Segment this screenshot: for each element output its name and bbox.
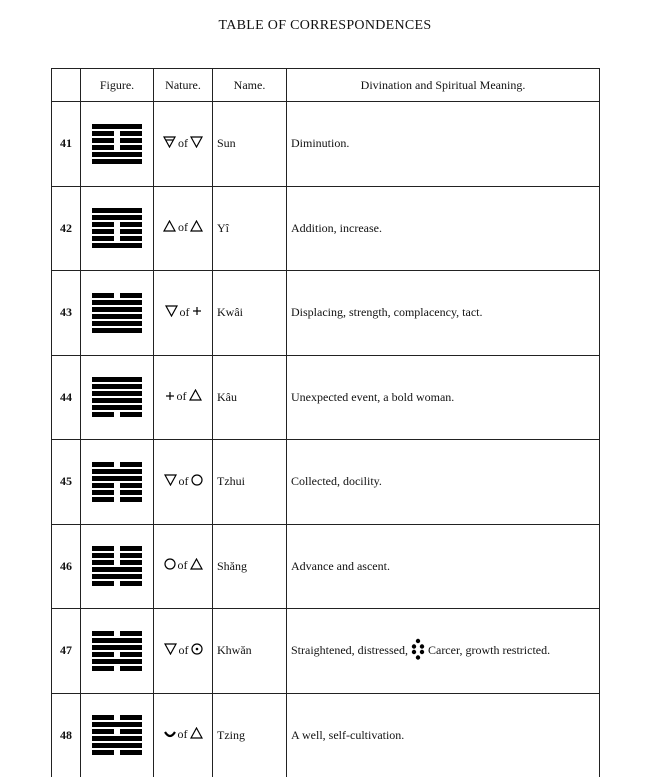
- nature-connector: of: [178, 642, 189, 657]
- hexagram-icon: [92, 375, 142, 419]
- hexagram-name: Kâu: [213, 355, 287, 440]
- solid-line: [92, 574, 142, 579]
- up-triangle-icon: [190, 220, 203, 236]
- circle-icon: [164, 558, 176, 574]
- broken-line: [92, 229, 142, 234]
- header-meaning: Divination and Spiritual Meaning.: [287, 69, 600, 102]
- broken-line: [92, 652, 142, 657]
- dotted-circle-icon: [191, 643, 203, 659]
- solid-line: [92, 314, 142, 319]
- hexagram-icon: [92, 291, 142, 335]
- meaning-text: A well, self-cultivation.: [291, 727, 405, 742]
- meaning-cell: [287, 271, 600, 356]
- row-number: 48: [52, 693, 81, 777]
- solid-line: [92, 321, 142, 326]
- hexagram-name: Shăng: [213, 524, 287, 609]
- hexagram-name: Tzing: [213, 693, 287, 777]
- header-number: [52, 69, 81, 102]
- solid-line: [92, 743, 142, 748]
- header-nature: Nature.: [154, 69, 213, 102]
- nature-cell: [154, 524, 213, 609]
- solid-line: [92, 659, 142, 664]
- solid-line: [92, 124, 142, 129]
- broken-line: [92, 293, 142, 298]
- hexagram-name: Sun: [213, 102, 287, 187]
- geomantic-figure-icon: [411, 638, 425, 664]
- broken-line: [92, 666, 142, 671]
- nature-connector: of: [177, 727, 188, 742]
- meaning-cell: [287, 102, 600, 187]
- broken-line: [92, 497, 142, 502]
- nature-cell: [154, 609, 213, 694]
- row-number: 43: [52, 271, 81, 356]
- broken-line: [92, 715, 142, 720]
- meaning-text: Straightened, distressed,: [291, 642, 408, 657]
- row-number: 45: [52, 440, 81, 525]
- hexagram-icon: [92, 713, 142, 757]
- row-number: 42: [52, 186, 81, 271]
- solid-line: [92, 398, 142, 403]
- hexagram-name: Yî: [213, 186, 287, 271]
- table-row: [52, 186, 600, 271]
- nature-connector: of: [176, 389, 187, 404]
- water-triangle-icon: [163, 136, 176, 152]
- solid-line: [92, 377, 142, 382]
- meaning-cell: [287, 355, 600, 440]
- meaning-cell: [287, 440, 600, 525]
- header-name: Name.: [213, 69, 287, 102]
- broken-line: [92, 750, 142, 755]
- broken-line: [92, 490, 142, 495]
- broken-line: [92, 222, 142, 227]
- nature-connector: of: [178, 220, 188, 235]
- solid-line: [92, 215, 142, 220]
- up-triangle-icon: [189, 389, 202, 405]
- hexagram-icon: [92, 206, 142, 250]
- broken-line: [92, 131, 142, 136]
- table-row: [52, 524, 600, 609]
- solid-line: [92, 736, 142, 741]
- meaning-text: Unexpected event, a bold woman.: [291, 389, 455, 404]
- broken-line: [92, 581, 142, 586]
- up-triangle-icon: [190, 558, 203, 574]
- meaning-text: Advance and ascent.: [291, 558, 390, 573]
- solid-line: [92, 391, 142, 396]
- solid-line: [92, 328, 142, 333]
- nature-cell: [154, 440, 213, 525]
- solid-line: [92, 476, 142, 481]
- hexagram-figure: [81, 271, 154, 356]
- meaning-text: Displacing, strength, complacency, tact.: [291, 305, 483, 320]
- nature-cell: [154, 271, 213, 356]
- down-triangle-icon: [164, 643, 177, 659]
- correspondence-table: [51, 68, 600, 777]
- solid-line: [92, 159, 142, 164]
- hexagram-icon: [92, 460, 142, 504]
- solid-line: [92, 638, 142, 643]
- solid-line: [92, 243, 142, 248]
- broken-line: [92, 560, 142, 565]
- bowl-icon: [164, 728, 176, 743]
- broken-line: [92, 553, 142, 558]
- hexagram-figure: [81, 524, 154, 609]
- meaning-cell: [287, 186, 600, 271]
- circle-icon: [191, 474, 203, 490]
- nature-cell: [154, 102, 213, 187]
- down-triangle-icon: [164, 474, 177, 490]
- solid-line: [92, 405, 142, 410]
- broken-line: [92, 631, 142, 636]
- hexagram-figure: [81, 186, 154, 271]
- broken-line: [92, 145, 142, 150]
- solid-line: [92, 722, 142, 727]
- table-row: [52, 440, 600, 525]
- hexagram-icon: [92, 544, 142, 588]
- broken-line: [92, 462, 142, 467]
- broken-line: [92, 483, 142, 488]
- solid-line: [92, 567, 142, 572]
- up-triangle-icon: [190, 727, 203, 743]
- table-row: [52, 355, 600, 440]
- table-row: [52, 102, 600, 187]
- nature-connector: of: [177, 558, 188, 573]
- nature-connector: of: [178, 135, 188, 150]
- row-number: 41: [52, 102, 81, 187]
- hexagram-figure: [81, 693, 154, 777]
- nature-connector: of: [178, 473, 189, 488]
- row-number: 44: [52, 355, 81, 440]
- solid-line: [92, 469, 142, 474]
- plus-icon: [192, 305, 202, 320]
- page-title: TABLE OF CORRESPONDENCES: [218, 18, 432, 33]
- plus-icon: [165, 390, 175, 405]
- solid-line: [92, 300, 142, 305]
- meaning-text: Addition, increase.: [291, 220, 382, 235]
- table-row: [52, 693, 600, 777]
- solid-line: [92, 384, 142, 389]
- hexagram-icon: [92, 122, 142, 166]
- row-number: 47: [52, 609, 81, 694]
- solid-line: [92, 645, 142, 650]
- solid-line: [92, 152, 142, 157]
- meaning-cell: [287, 609, 600, 694]
- row-number: 46: [52, 524, 81, 609]
- hexagram-figure: [81, 102, 154, 187]
- nature-connector: of: [179, 304, 190, 319]
- solid-line: [92, 208, 142, 213]
- up-triangle-icon: [163, 220, 176, 236]
- down-triangle-icon: [165, 305, 178, 321]
- broken-line: [92, 546, 142, 551]
- broken-line: [92, 729, 142, 734]
- nature-cell: [154, 693, 213, 777]
- meaning-text: Collected, docility.: [291, 474, 382, 489]
- meaning-text: Diminution.: [291, 136, 350, 151]
- hexagram-figure: [81, 355, 154, 440]
- header-figure: Figure.: [81, 69, 154, 102]
- table-row: [52, 271, 600, 356]
- meaning-cell: [287, 524, 600, 609]
- table-header-row: [52, 69, 600, 102]
- nature-cell: [154, 186, 213, 271]
- hexagram-name: Tzhui: [213, 440, 287, 525]
- meaning-text-b: Carcer, growth restricted.: [427, 642, 551, 657]
- nature-cell: [154, 355, 213, 440]
- hexagram-name: Kwâi: [213, 271, 287, 356]
- hexagram-figure: [81, 609, 154, 694]
- table-row: [52, 609, 600, 694]
- broken-line: [92, 138, 142, 143]
- broken-line: [92, 236, 142, 241]
- solid-line: [92, 307, 142, 312]
- hexagram-name: Khwăn: [213, 609, 287, 694]
- hexagram-icon: [92, 629, 142, 673]
- broken-line: [92, 412, 142, 417]
- meaning-extra: [408, 643, 550, 657]
- down-triangle-icon: [190, 136, 203, 152]
- hexagram-figure: [81, 440, 154, 525]
- meaning-cell: [287, 693, 600, 777]
